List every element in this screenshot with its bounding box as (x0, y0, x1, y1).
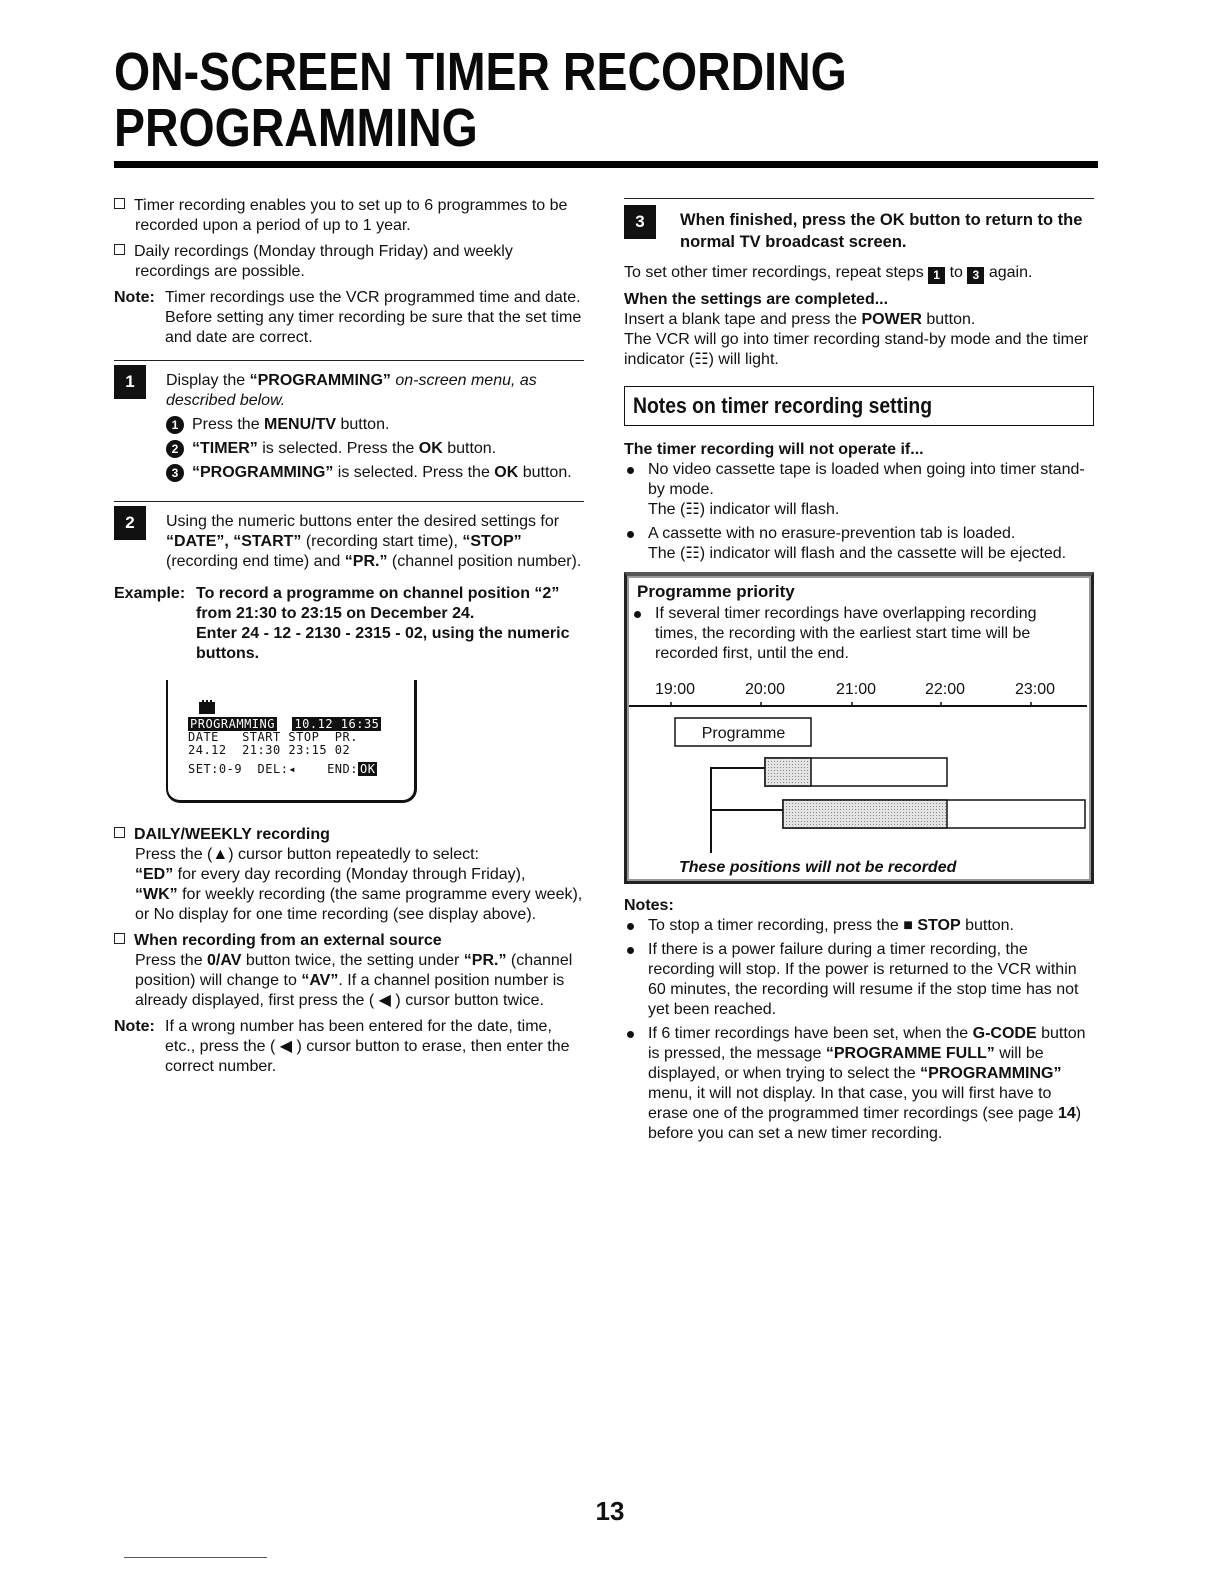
text: MENU/TV (264, 416, 337, 433)
text: 14 (1058, 1105, 1076, 1122)
text: Insert a blank tape and press the (624, 311, 862, 328)
time-label: 19:00 (655, 681, 696, 698)
text: button twice, the setting under (241, 952, 464, 969)
text: “PR.” (463, 952, 507, 969)
text: “PR.” (344, 553, 388, 570)
step-ref-icon: 3 (967, 267, 984, 284)
text: button. (442, 440, 497, 457)
bullet-dot-icon (634, 611, 641, 618)
external-source-section (114, 931, 584, 1011)
text: ■ STOP (903, 917, 961, 934)
osd-clock: 10.12 16:35 (294, 717, 380, 731)
intro-item (114, 242, 584, 282)
footer-line (124, 1557, 267, 1558)
text: “WK” (135, 886, 178, 903)
page-title (114, 44, 974, 156)
overlap-shaded-1 (765, 758, 811, 786)
checkbox-bullet-icon (114, 198, 125, 209)
osd-lines (188, 718, 381, 776)
text: “TIMER” (192, 440, 258, 457)
text: To set other timer recordings, repeat steps (624, 264, 929, 281)
osd-values: 24.12 21:30 23:15 02 (188, 743, 351, 757)
note-text: Timer recordings use the VCR programmed time and date. Before setting any timer recording be sure that the set time and date are correct. (165, 289, 582, 346)
left-column (114, 196, 584, 1083)
text: (recording end time) and (166, 553, 345, 570)
repeat-text (624, 263, 1094, 284)
text: again. (984, 264, 1033, 281)
right-column (624, 196, 1094, 1144)
priority-caption: These positions will not be recorded (679, 859, 957, 876)
text: is selected. Press the (257, 440, 419, 457)
programming-screen (166, 680, 417, 803)
list-item (624, 460, 1094, 520)
step-ref-icon: 1 (928, 267, 945, 284)
page-title-line2: PROGRAMMING (114, 98, 478, 158)
list-item (624, 524, 1094, 564)
text: “DATE”, “START” (166, 533, 302, 550)
text: “PROGRAMMING” (920, 1065, 1062, 1082)
step-3 (624, 198, 1094, 253)
step-2 (114, 501, 584, 572)
notes-label: Notes: (624, 897, 674, 914)
osd-header: DATE START STOP PR. (188, 730, 358, 744)
substep (166, 415, 584, 435)
text: OK (494, 464, 519, 481)
text: button. (960, 917, 1014, 934)
intro-text: Timer recording enables you to set up to 6 programmes to be recorded upon a period of up to 1 year. (134, 197, 568, 234)
bullet-dot-icon (627, 923, 634, 930)
circled-number-icon: 3 (166, 464, 184, 482)
list-item (624, 940, 1094, 1020)
text: (channel position) will change to (135, 952, 573, 989)
text: button is pressed, the message (648, 1025, 1086, 1062)
text: Press the (135, 952, 208, 969)
intro-item (114, 196, 584, 236)
time-label: 23:00 (1015, 681, 1056, 698)
priority-diagram (627, 680, 1091, 876)
text: Display the (166, 372, 250, 389)
note-label: Note: (114, 1018, 155, 1035)
example-line: Enter 24 - 12 - 2130 - 2315 - 02, using the numeric buttons. (196, 625, 570, 662)
text: for weekly recording (the same programme every week), or No display for one time recording (see display above). (135, 886, 583, 923)
list-item (624, 916, 1094, 936)
page-title-line1: ON-SCREEN TIMER RECORDING (114, 42, 847, 102)
substep (166, 439, 584, 459)
note-label: Note: (114, 289, 155, 306)
programme-label: Programme (701, 725, 786, 742)
time-label: 21:00 (836, 681, 877, 698)
step-number: 3 (624, 205, 656, 239)
time-label: 22:00 (925, 681, 966, 698)
circled-number-icon: 2 (166, 440, 184, 458)
timer-menu-icon (199, 700, 215, 714)
text: is selected. Press the (333, 464, 495, 481)
checkbox-bullet-icon (114, 827, 125, 838)
text: Press the (192, 416, 265, 433)
text: No video cassette tape is loaded when going into timer stand-by mode. (648, 461, 1085, 498)
note-text: If a wrong number has been entered for the date, time, etc., press the ( ◀ ) cursor button to erase, then enter the correct number. (165, 1018, 570, 1075)
notes-heading: Notes on timer recording setting (633, 393, 933, 418)
text: POWER (861, 311, 922, 328)
text: G-CODE (972, 1025, 1037, 1042)
note (114, 1017, 584, 1077)
text: “AV” (301, 972, 339, 989)
text: Press the (▲) cursor button repeatedly to select: (135, 846, 479, 863)
text: OK (418, 440, 443, 457)
text: button. (518, 464, 572, 481)
text: button. (921, 311, 976, 328)
text: The (☷) indicator will flash. (648, 501, 840, 518)
section-title: When recording from an external source (134, 932, 442, 949)
section-title: DAILY/WEEKLY recording (134, 826, 330, 843)
text: 0/AV (207, 952, 242, 969)
title-rule (114, 161, 1098, 168)
programme-priority-box (624, 572, 1094, 884)
intro-text: Daily recordings (Monday through Friday) and weekly recordings are possible. (134, 243, 513, 280)
osd-set: SET:0-9 (188, 762, 243, 776)
osd-end: END: (327, 762, 358, 776)
circled-number-icon: 1 (166, 416, 184, 434)
text: (recording start time), (301, 533, 463, 550)
step-2-text (166, 512, 584, 572)
text: button. (336, 416, 390, 433)
bullet-dot-icon (627, 947, 634, 954)
page-number: 13 (595, 1496, 625, 1526)
text: for every day recording (Monday through Friday), (173, 866, 526, 883)
text: “STOP” (462, 533, 522, 550)
not-operate-title: The timer recording will not operate if... (624, 441, 924, 458)
substep (166, 463, 584, 483)
step-1-text (166, 371, 584, 411)
time-axis (655, 680, 1085, 700)
time-label: 20:00 (745, 681, 786, 698)
step-1 (114, 360, 584, 483)
text: will be displayed, or when trying to select the (648, 1045, 1044, 1082)
notes-heading-box (624, 386, 1094, 426)
bullet-dot-icon (627, 467, 634, 474)
text: (channel position number). (387, 553, 582, 570)
completed-text-2: The VCR will go into timer recording stand-by mode and the timer indicator (☷) will light. (624, 331, 1089, 368)
osd-menu-title: PROGRAMMING (190, 717, 275, 731)
text: Using the numeric buttons enter the desired settings for (166, 513, 560, 530)
example-line: To record a programme on channel position “2” from 21:30 to 23:15 on December 24. (196, 585, 560, 622)
example-label: Example: (114, 585, 186, 602)
completed-title: When the settings are completed... (624, 291, 889, 308)
osd-ok: OK (359, 762, 376, 776)
checkbox-bullet-icon (114, 244, 125, 255)
checkbox-bullet-icon (114, 933, 125, 944)
step-3-text: When finished, press the OK button to return to the normal TV broadcast screen. (680, 211, 1083, 251)
list-item (624, 1024, 1094, 1144)
text: To stop a timer recording, press the (648, 917, 904, 934)
bullet-dot-icon (627, 1031, 634, 1038)
text: “PROGRAMME FULL” (825, 1045, 995, 1062)
text: If 6 timer recordings have been set, when the (648, 1025, 973, 1042)
example-text (196, 584, 584, 664)
step-number: 2 (114, 506, 146, 540)
text: “PROGRAMMING” (249, 372, 391, 389)
text: to (945, 264, 968, 281)
completed-text (624, 310, 1094, 330)
priority-title: Programme priority (637, 582, 795, 601)
text: . If a channel position number is already displayed, first press the ( ◀ ) cursor button twice. (135, 972, 565, 1009)
list-item (627, 604, 1091, 664)
text: “ED” (135, 866, 174, 883)
osd-del: DEL:◂ (257, 762, 297, 776)
overlap-shaded-2 (783, 800, 947, 828)
text: “PROGRAMMING” (192, 464, 334, 481)
text: menu, it will not display. In that case, you will first have to erase one of the programmed timer recordings (see page (648, 1085, 1058, 1122)
example (114, 584, 584, 664)
bullet-dot-icon (627, 531, 634, 538)
text: A cassette with no erasure-prevention tab is loaded. (648, 525, 1016, 542)
note (114, 288, 584, 348)
text: ) before you can set a new timer recording. (648, 1105, 1082, 1142)
step-number: 1 (114, 365, 146, 399)
text: If there is a power failure during a timer recording, the recording will stop. If the power is returned to the VCR within 60 minutes, the recording will resume if the stop time has not yet been reached. (648, 941, 1079, 1018)
text: on-screen menu, as described below. (166, 372, 537, 409)
priority-text: If several timer recordings have overlapping recording times, the recording with the earliest start time will be recorded first, until the end. (655, 605, 1037, 662)
daily-weekly-section (114, 825, 584, 925)
text: The (☷) indicator will flash and the cassette will be ejected. (648, 545, 1067, 562)
